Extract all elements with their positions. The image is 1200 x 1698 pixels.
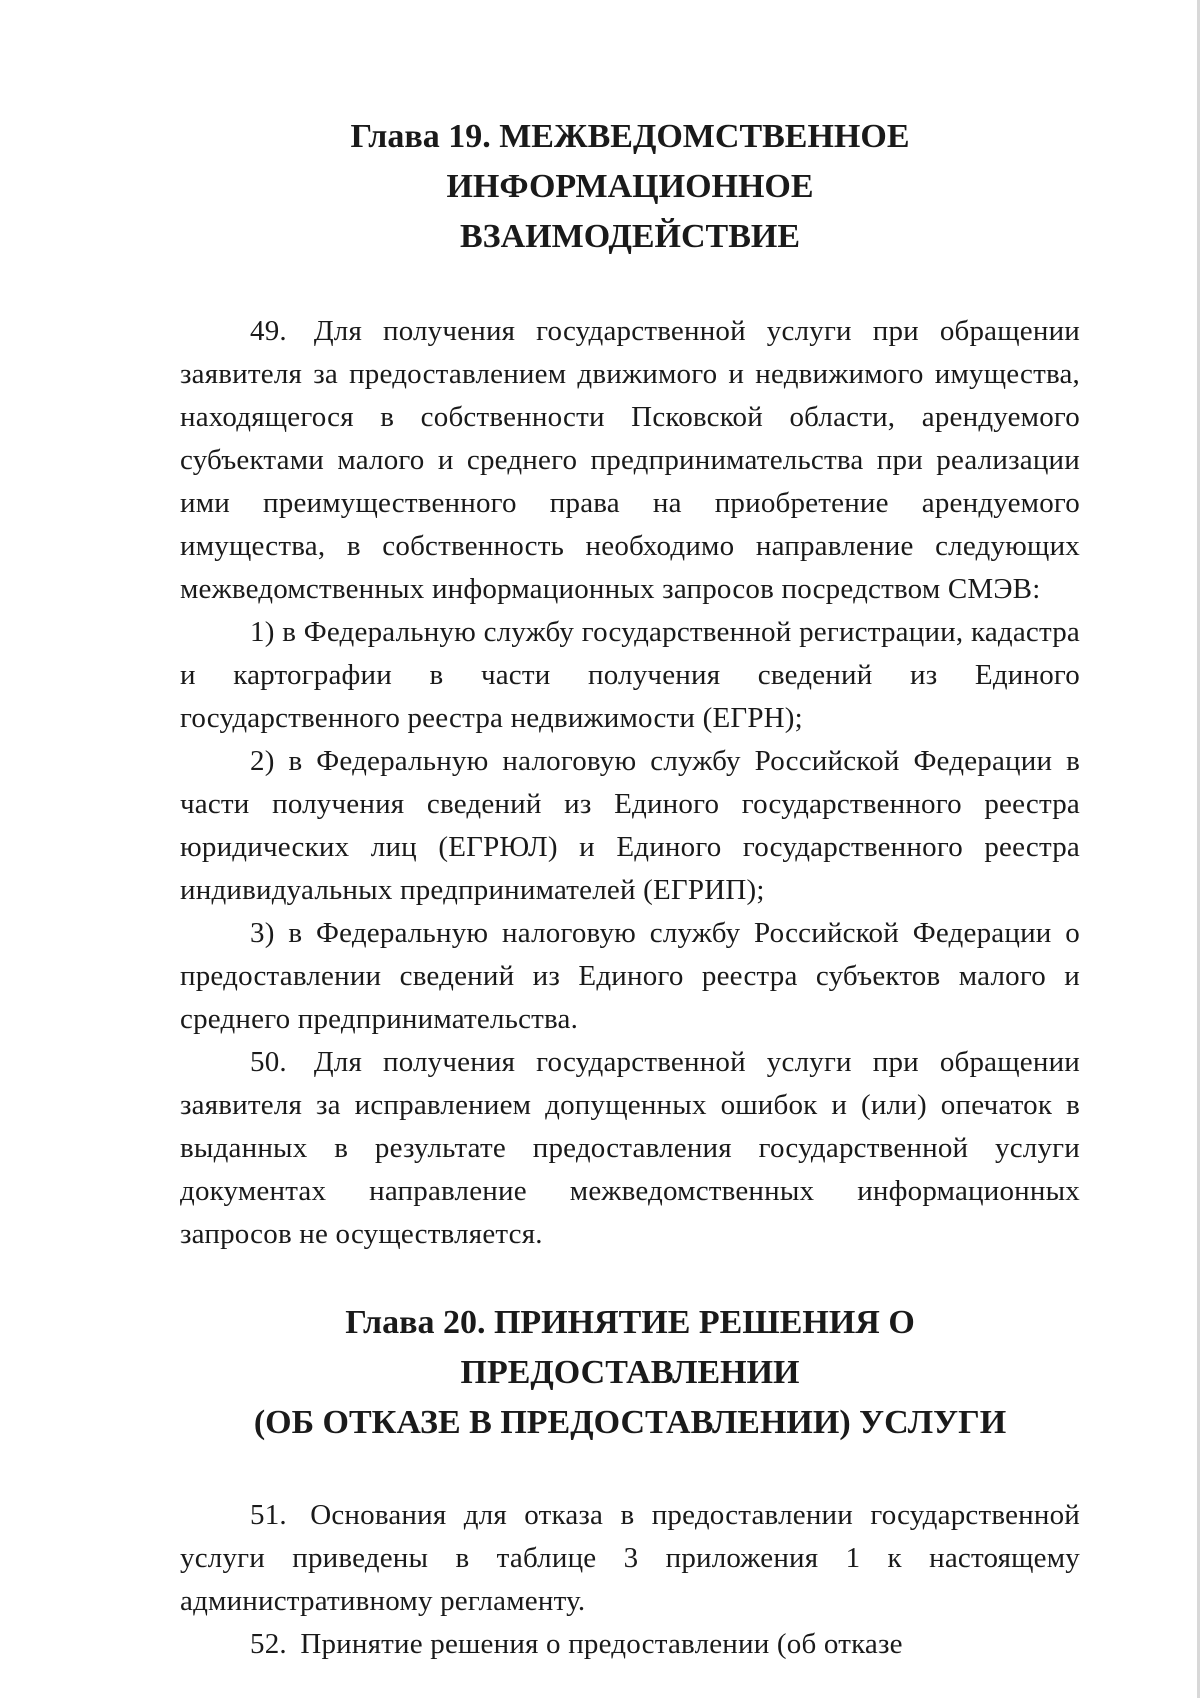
paragraph-52 [180,1623,1080,1666]
paragraph-number: 52. [250,1628,287,1660]
chapter-19-title-line2: ВЗАИМОДЕЙСТВИЕ [459,218,801,255]
list-item-3 [180,912,1080,1041]
list-item-number: 3) [250,917,275,949]
paragraph-text: Принятие решения о предоставлении (об отказе [300,1628,903,1660]
paragraph-51 [180,1494,1080,1623]
chapter-20-title [180,1298,1080,1448]
paragraph-text: Основания для отказа в предоставлении государственной услуги приведены в таблице 3 приложения 1 к настоящему административному регламенту. [180,1499,1081,1617]
list-item-text: в Федеральную службу государственной регистрации, кадастра и картографии в части получения сведений из Единого государственного реестра недвижимости (ЕГРН); [180,616,1081,734]
list-item-number: 2) [250,745,275,777]
paragraph-number: 50. [250,1046,287,1078]
list-item-2 [180,740,1080,912]
paragraph-number: 49. [250,315,287,347]
document-page [180,112,1080,1666]
paragraph-text: Для получения государственной услуги при обращении заявителя за предоставлением движимого и недвижимого имущества, находящегося в собственности Псковской области, арендуемого субъектами малого и среднего предпринимательства при реализации ими преимущественного права на приобретение арендуемого имущества, в собственность необходимо направление следующих межведомственных информационных запросов посредством СМЭВ: [180,315,1081,605]
paragraph-text: Для получения государственной услуги при обращении заявителя за исправлением допущенных ошибок и (или) опечаток в выданных в результате предоставления государственной услуги документах направление межведомственных информационных запросов не осуществляется. [180,1046,1081,1250]
paragraph-50 [180,1041,1080,1256]
list-item-text: в Федеральную налоговую службу Российской Федерации в части получения сведений из Единого государственного реестра юридических лиц (ЕГРЮЛ) и Единого государственного реестра индивидуальных предпринимателей (ЕГРИП); [180,745,1080,906]
paragraph-49 [180,310,1080,611]
chapter-19-title-line1: Глава 19. МЕЖВЕДОМСТВЕННОЕ ИНФОРМАЦИОННОЕ [350,118,910,205]
chapter-20-title-line1: Глава 20. ПРИНЯТИЕ РЕШЕНИЯ О ПРЕДОСТАВЛЕНИИ [345,1304,915,1391]
chapter-19-title [180,112,1080,262]
list-item-1 [180,611,1080,740]
paragraph-number: 51. [250,1499,287,1531]
list-item-number: 1) [250,616,275,648]
list-item-text: в Федеральную налоговую службу Российской Федерации о предоставлении сведений из Единого реестра субъектов малого и среднего предпринимательства. [180,917,1080,1035]
chapter-20-title-line2: (ОБ ОТКАЗЕ В ПРЕДОСТАВЛЕНИИ) УСЛУГИ [253,1404,1007,1441]
